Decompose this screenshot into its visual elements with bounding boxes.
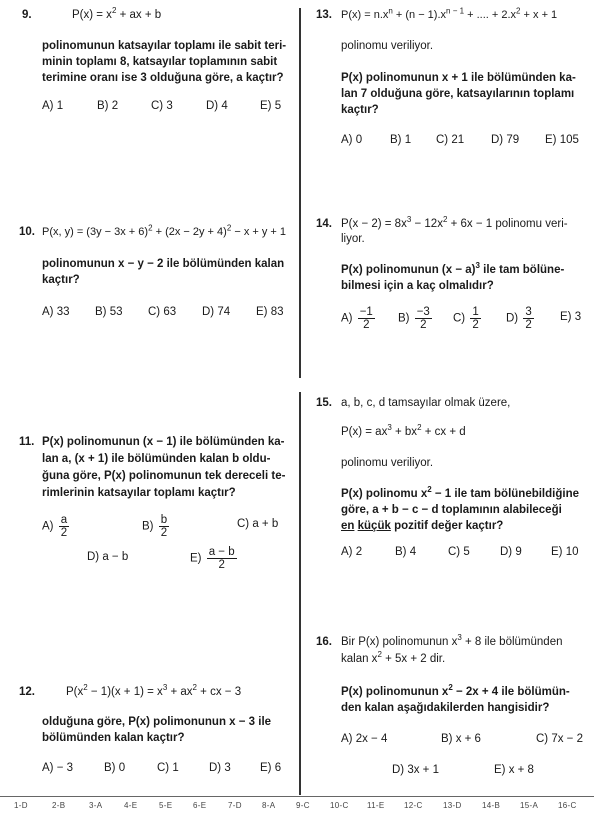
answer-key-item: 1-D (14, 801, 28, 810)
question-text: Bir P(x) polinomunun $x^3 + 8$ ile bölümünden (341, 633, 563, 648)
option-b[interactable]: B) $\frac{b}{2}$ (142, 514, 168, 539)
question-expression: P(x, $y) = (3y - 3x + 6)^2 + (2x - 2y + 4)^2 - x + y + 1$ (42, 223, 287, 238)
option-b[interactable]: B) 1 (390, 134, 412, 146)
option-c[interactable]: C) 1 (157, 762, 179, 774)
question-number: 11. (19, 436, 35, 448)
answer-key-item: 8-A (262, 801, 276, 810)
option-d[interactable]: D) 74 (202, 306, 231, 318)
option-b[interactable]: B) x + 6 (441, 733, 481, 745)
question-expression: $P(x - 2) = 8x^3 - 12x^2 + 6x - 1$ polinomu veri- (341, 215, 568, 230)
option-a[interactable]: A) 33 (42, 306, 70, 318)
answer-key-item: 15-A (520, 801, 539, 810)
question-text: P(x) polinomunun (x − 1) ile bölümünden ka- (42, 436, 285, 448)
option-a[interactable]: A) 2x − 4 (341, 733, 388, 745)
column-divider (299, 392, 301, 795)
question-text: lan 7 olduğuna göre, katsayılarının toplamı (341, 88, 575, 100)
question-text: P(x) polinomunun $(x - a)^3$ ile tam bölüne- (341, 261, 565, 276)
question-text: P(x) polinomu $x^2 - 1$ ile tam bölünebildiğine (341, 485, 579, 500)
question-number: 9. (22, 9, 32, 21)
answer-key-item: 12-C (404, 801, 423, 810)
question-expression: $P(x^2 - 1)(x + 1) = x^3 + ax^2$ + cx − 3 (66, 683, 242, 698)
question-text: P(x) polinomunun $x^2 - 2x + 4$ ile bölümün- (341, 683, 570, 698)
option-c[interactable]: C) $\frac{1}{2}$ (453, 306, 479, 331)
option-c[interactable]: C) 5 (448, 546, 470, 558)
option-a[interactable]: A) − 3 (42, 762, 74, 774)
question-expression: $P(x) = ax^3 + bx^2$ + cx + d (341, 423, 466, 438)
option-d[interactable]: D) 9 (500, 546, 522, 558)
question-text: den kalan aşağıdakilerden hangisidir? (341, 702, 550, 714)
option-d[interactable]: D) 4 (206, 100, 228, 112)
answer-key-item: 11-E (367, 801, 385, 810)
question-text: bilmesi için a kaç olmalıdır? (341, 280, 494, 292)
option-a[interactable]: A) 0 (341, 134, 363, 146)
question-text: kaçtır? (42, 274, 80, 286)
answer-key-item: 16-C (558, 801, 577, 810)
question-number: 16. (316, 636, 332, 648)
option-d[interactable]: D) 3 (209, 762, 231, 774)
option-e[interactable]: E) 105 (545, 134, 579, 146)
option-e[interactable]: E) 3 (560, 311, 582, 323)
option-c[interactable]: C) 63 (148, 306, 177, 318)
option-a[interactable]: A) 2 (341, 546, 363, 558)
option-b[interactable]: B) 0 (104, 762, 126, 774)
question-text: liyor. (341, 233, 365, 245)
question-text: polinomu veriliyor. (341, 40, 434, 52)
question-text: göre, a + b − c − d toplamının alabileceği (341, 504, 562, 516)
option-c[interactable]: C) 7x − 2 (536, 733, 583, 745)
option-e[interactable]: E) x + 8 (494, 764, 534, 776)
answer-key-item: 9-C (296, 801, 310, 810)
answer-key-divider (0, 796, 594, 797)
question-number: 14. (316, 218, 332, 230)
question-text: a, b, c, d tamsayılar olmak üzere, (341, 397, 511, 409)
question-text: terimine oranı ise 3 olduğuna göre, a kaçtır? (42, 72, 284, 84)
option-a[interactable]: A) 1 (42, 100, 64, 112)
answer-key-item: 7-D (228, 801, 242, 810)
option-c[interactable]: C) 21 (436, 134, 465, 146)
option-e[interactable]: E) 10 (551, 546, 579, 558)
option-e[interactable]: E) $\frac{a - b}{2}$ (190, 546, 235, 571)
question-expression: $P(x) = n.x^n + (n - 1).x^{n - 1}$ + .... + $2.x^2 + x + 1$ (341, 6, 558, 21)
answer-key-item: 14-B (482, 801, 501, 810)
answer-key-item: 6-E (193, 801, 207, 810)
answer-key-item: 10-C (330, 801, 349, 810)
option-d[interactable]: D) $\frac{3}{2}$ (506, 306, 532, 331)
question-number: 10. (19, 226, 35, 238)
question-text: rimlerinin katsayılar toplamı kaçtır? (42, 487, 236, 499)
option-a[interactable]: A) $\frac{-1}{2}$ (341, 306, 373, 331)
option-e[interactable]: E) 83 (256, 306, 284, 318)
option-b[interactable]: B) 4 (395, 546, 417, 558)
question-text: ğuna göre, P(x) polinomunun tek dereceli te- (42, 470, 286, 482)
question-text: polinomu veriliyor. (341, 457, 434, 469)
question-text: en küçük pozitif değer kaçtır? (341, 520, 504, 532)
option-c[interactable]: C) 3 (151, 100, 173, 112)
question-number: 13. (316, 9, 332, 21)
option-d[interactable]: D) 79 (491, 134, 520, 146)
option-d[interactable]: D) 3x + 1 (392, 764, 439, 776)
question-text: P(x) polinomunun x + 1 ile bölümünden ka- (341, 72, 576, 84)
option-d[interactable]: D) a − b (87, 551, 129, 563)
question-text: kalan $x^2 + 5x + 2$ dir. (341, 650, 446, 665)
option-c[interactable]: C) a + b (237, 518, 279, 530)
column-divider (299, 8, 301, 378)
question-number: 12. (19, 686, 35, 698)
option-e[interactable]: E) 5 (260, 100, 282, 112)
option-a[interactable]: A) $\frac{a}{2}$ (42, 514, 68, 539)
option-b[interactable]: B) 53 (95, 306, 123, 318)
option-b[interactable]: B) 2 (97, 100, 119, 112)
question-text: lan a, (x + 1) ile bölümünden kalan b oldu- (42, 453, 271, 465)
answer-key-item: 4-E (124, 801, 138, 810)
question-text: polinomunun katsayılar toplamı ile sabit teri- (42, 40, 287, 52)
question-text: polinomunun x − y − 2 ile bölümünden kalan (42, 258, 285, 270)
question-text: bölümünden kalan kaçtır? (42, 732, 185, 744)
question-expression: $P(x) = x^2$ + ax + b (72, 6, 162, 21)
option-e[interactable]: E) 6 (260, 762, 282, 774)
answer-key-item: 2-B (52, 801, 66, 810)
question-text: olduğuna göre, P(x) polimonunun x − 3 ile (42, 716, 272, 728)
answer-key-item: 13-D (443, 801, 462, 810)
question-text: minin toplamı 8, katsayılar toplamının sabit (42, 56, 278, 68)
question-number: 15. (316, 397, 332, 409)
option-b[interactable]: B) $\frac{-3}{2}$ (398, 306, 430, 331)
answer-key-item: 3-A (89, 801, 103, 810)
answer-key-item: 5-E (159, 801, 173, 810)
question-text: kaçtır? (341, 104, 379, 116)
